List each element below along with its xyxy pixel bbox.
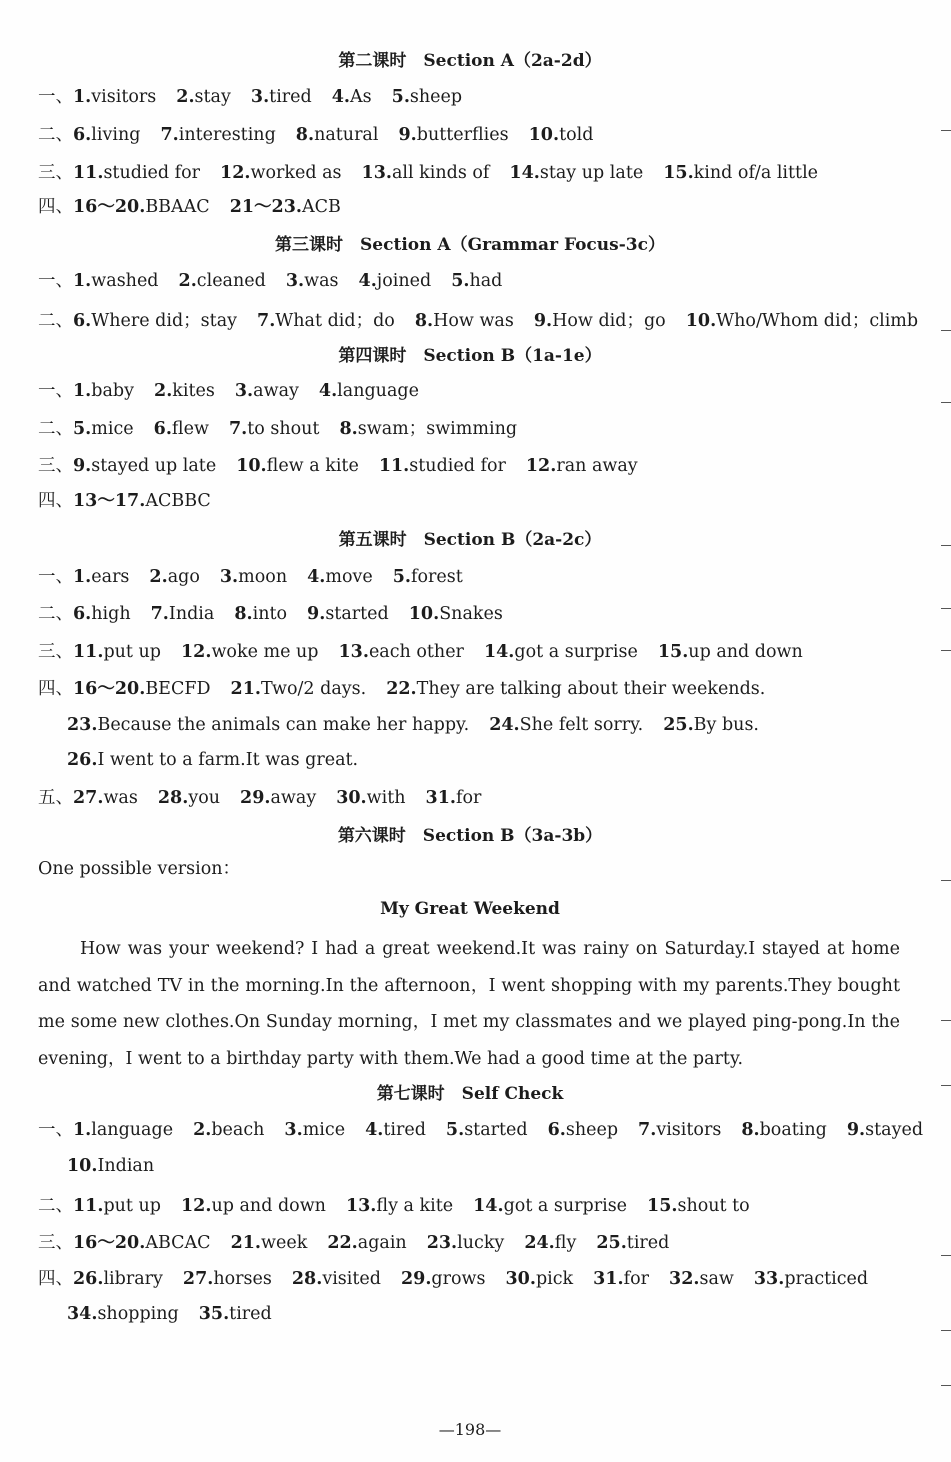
question-number: 33. [753,1269,785,1289]
question-number: 9. [846,1120,866,1140]
answer-row [38,566,463,588]
question-number: 31. [425,788,456,808]
answer-row [38,380,419,402]
answer-text: to shout [247,419,320,439]
part-label: 三、 [38,642,73,662]
question-number: 6. [73,311,92,331]
answer-text: away [253,381,299,401]
question-number: 4. [331,87,351,107]
answer-text: By bus. [693,715,759,735]
question-number: 13. [361,163,392,183]
part-label: 四、 [38,1269,73,1289]
answer-row [38,270,502,292]
answer-text: fly a kite [376,1196,454,1216]
answer-row [38,641,803,663]
question-number: 6. [73,604,92,624]
answer-text: washed [91,271,159,291]
question-number: 8. [414,311,434,331]
question-number: 1. [73,567,92,587]
question-number: 22. [327,1233,358,1253]
edge-mark [941,545,951,546]
edge-mark [941,1330,951,1331]
answer-text: baby [91,381,135,401]
question-number: 26. [67,750,98,770]
question-number: 14. [473,1196,504,1216]
part-label: 二、 [38,125,73,145]
page-number: —198— [438,1420,502,1439]
question-number: 1. [73,381,92,401]
answer-text: up and down [211,1196,326,1216]
question-number: 24. [524,1233,555,1253]
edge-mark [941,650,951,651]
part-label: 二、 [38,419,73,439]
question-number: 1. [73,87,92,107]
part-label: 一、 [38,1120,73,1140]
section-heading: 第二课时 Section A（2a-2d） [338,51,602,71]
question-number: 13. [345,1196,377,1216]
question-number: 27. [182,1269,214,1289]
answer-text: ACBBC [145,491,211,511]
question-number: 21. [230,679,261,699]
essay-title: My Great Weekend [380,899,560,919]
question-number: 16～20. [73,1233,146,1253]
answer-text: studied for [103,163,201,183]
answer-text: mice [302,1120,346,1140]
answer-text: worked as [250,163,342,183]
answer-text: practiced [784,1269,869,1289]
question-number: 12. [220,163,251,183]
answer-text: into [252,604,288,624]
part-label: 四、 [38,679,73,699]
part-label: 四、 [38,197,73,217]
answer-text: was [304,271,339,291]
answer-text: again [357,1233,407,1253]
answer-text: library [103,1269,163,1289]
answer-text: with [366,788,406,808]
answer-text: started [325,604,389,624]
answer-text: kind of/a little [693,163,819,183]
answer-row [38,418,517,440]
section-heading: 第七课时 Self Check [376,1084,564,1104]
edge-mark [941,1085,951,1086]
answer-text: woke me up [211,642,319,662]
question-number: 2. [178,271,197,291]
part-label: 一、 [38,567,73,587]
answer-text: tired [383,1120,426,1140]
edge-mark [941,1385,951,1386]
question-number: 9. [398,125,417,145]
answer-text: living [91,125,141,145]
question-number: 7. [228,419,248,439]
question-number: 23. [67,715,98,735]
question-number: 3. [284,1120,303,1140]
answer-text: swam；swimming [357,419,518,439]
question-number: 32. [669,1269,700,1289]
question-number: 23. [426,1233,458,1253]
question-number: 25. [596,1233,627,1253]
answer-text: ACB [302,197,341,217]
answer-text: pick [535,1269,574,1289]
question-number: 16～20. [73,197,146,217]
edge-mark [941,130,951,131]
answer-text: ABCAC [145,1233,211,1253]
answer-text: ran away [556,456,638,476]
answer-text: had [469,271,503,291]
part-label: 一、 [38,271,73,291]
edge-mark [941,880,951,881]
part-label: 三、 [38,163,73,183]
answer-text: boating [759,1120,827,1140]
question-number: 4. [318,381,338,401]
answer-text: studied for [409,456,506,476]
answer-text: all kinds of [391,163,490,183]
section-heading: 第四课时 Section B（1a-1e） [338,346,602,366]
question-number: 3. [234,381,254,401]
question-number: 16～20. [73,679,146,699]
answer-text: flew [171,419,209,439]
question-number: 11. [73,1196,104,1216]
section-heading: 第六课时 Section B（3a-3b） [337,826,603,846]
answer-text: stayed up late [91,456,217,476]
question-number: 24. [489,715,520,735]
question-number: 5. [391,87,410,107]
answer-row [38,124,593,146]
question-number: 2. [193,1120,212,1140]
question-number: 12. [525,456,557,476]
answer-row [38,1268,868,1290]
answer-text: BBAAC [145,197,210,217]
question-number: 9. [533,311,553,331]
question-number: 12. [181,1196,212,1216]
answer-row [67,714,759,736]
answer-text: India [168,604,215,624]
question-number: 7. [150,604,169,624]
answer-text: sheep [565,1120,619,1140]
question-number: 6. [547,1120,566,1140]
answer-row [38,196,341,218]
answer-text: butterflies [416,125,509,145]
question-number: 2. [154,381,173,401]
question-number: 15. [647,1196,678,1216]
question-number: 6. [73,125,92,145]
answer-text: What did；do [275,311,395,331]
answer-text: each other [368,642,464,662]
answer-row [38,603,503,625]
answer-text: She felt sorry. [519,715,644,735]
answer-text: language [337,381,419,401]
answer-text: sheep [409,87,463,107]
answer-text: ago [167,567,200,587]
answer-text: grows [431,1269,486,1289]
answer-text: put up [103,1196,161,1216]
answer-text: tired [269,87,312,107]
answer-text: stay [194,87,231,107]
answer-text: How was [433,311,514,331]
answer-text: Because the animals can make her happy. [97,715,470,735]
answer-text: week [261,1233,308,1253]
question-number: 31. [593,1269,624,1289]
question-number: 2. [149,567,168,587]
answer-row [38,310,918,332]
answer-text: Two/2 days. [260,679,367,699]
question-number: 15. [657,642,689,662]
question-number: 12. [181,642,212,662]
edge-mark [941,402,951,403]
question-number: 8. [234,604,253,624]
answer-text: up and down [688,642,803,662]
answer-text: told [559,125,594,145]
question-number: 15. [663,163,694,183]
answer-text: move [325,567,373,587]
part-label: 二、 [38,1196,73,1216]
answer-row [38,1119,923,1141]
answer-text: got a surprise [503,1196,628,1216]
answer-text: got a surprise [514,642,638,662]
answer-text: saw [699,1269,734,1289]
answer-row [38,1232,669,1254]
essay-body: How was your weekend? I had a great weekend.It was rainy on Saturday.I stayed at home and watched TV in the morning.In the afternoon，I went shopping with my parents.They bought me some new clothes.On Sunday morning，I met my classmates and we played ping-pong.In the evening，I went to a birthday party with them.We had a good time at the party. [38,939,900,1069]
answer-text: Who/Whom did；climb [716,311,919,331]
answer-text: stayed [865,1120,924,1140]
answer-text: cleaned [196,271,266,291]
answer-text: ears [91,567,130,587]
answer-text: fly [554,1233,577,1253]
question-number: 5. [445,1120,465,1140]
answer-row [38,162,818,184]
answer-row [38,787,481,809]
answer-text: moon [238,567,288,587]
question-number: 13. [338,642,369,662]
edge-mark [941,608,951,609]
answer-text: horses [213,1269,272,1289]
answer-text: BECFD [145,679,211,699]
question-number: 7. [257,311,276,331]
answer-text: was [103,788,138,808]
question-number: 10. [408,604,440,624]
answer-text: you [188,788,221,808]
part-label: 二、 [38,311,73,331]
answer-text: started [464,1120,528,1140]
question-number: 9. [307,604,326,624]
answer-text: How did；go [552,311,666,331]
question-number: 7. [160,125,179,145]
answer-text: tired [626,1233,670,1253]
answer-text: put up [103,642,161,662]
question-number: 35. [198,1304,230,1324]
answer-text: for [456,788,482,808]
question-number: 14. [509,163,540,183]
answer-text: stay up late [539,163,644,183]
answer-row [67,1155,154,1177]
question-number: 22. [386,679,417,699]
question-number: 7. [638,1120,657,1140]
answer-row [67,749,358,771]
part-label: 三、 [38,1233,73,1253]
answer-text: natural [314,125,379,145]
question-number: 9. [73,456,92,476]
answer-row [38,490,211,512]
question-number: 2. [176,87,195,107]
question-number: 21～23. [229,197,303,217]
question-number: 34. [67,1304,98,1324]
question-number: 11. [73,163,104,183]
question-number: 11. [73,642,104,662]
answer-row [38,678,765,700]
edge-mark [941,1020,951,1021]
answer-text: I went to a farm.It was great. [97,750,359,770]
question-number: 30. [336,788,367,808]
answer-row [38,86,462,108]
question-number: 5. [392,567,412,587]
question-number: 10. [528,125,560,145]
question-number: 8. [295,125,315,145]
question-number: 29. [400,1269,432,1289]
answer-text: kites [172,381,215,401]
question-number: 4. [358,271,377,291]
answer-text: shout to [677,1196,750,1216]
answer-text: mice [91,419,134,439]
answer-text: Where did；stay [91,311,238,331]
answer-text: joined [376,271,432,291]
answer-text: Snakes [439,604,503,624]
answer-text: As [350,87,372,107]
part-label: 四、 [38,491,73,511]
answer-text: visitors [91,87,157,107]
question-number: 29. [240,788,271,808]
part-label: 一、 [38,381,73,401]
question-number: 4. [307,567,326,587]
answer-text: interesting [178,125,276,145]
question-number: 10. [236,456,267,476]
edge-mark [941,1255,951,1256]
question-number: 11. [378,456,410,476]
edge-mark [941,330,951,331]
question-number: 3. [219,567,239,587]
answer-text: visited [322,1269,381,1289]
question-number: 8. [339,419,358,439]
answer-text: flew a kite [266,456,359,476]
question-number: 3. [285,271,305,291]
question-number: 1. [73,1120,92,1140]
answer-row [38,455,638,477]
part-label: 二、 [38,604,73,624]
question-number: 1. [73,271,92,291]
question-number: 25. [663,715,694,735]
answer-row [67,1303,272,1325]
section-heading: 第五课时 Section B（2a-2c） [338,530,602,550]
question-number: 3. [250,87,270,107]
question-number: 8. [741,1120,760,1140]
question-number: 14. [483,642,515,662]
answer-text: forest [411,567,463,587]
part-label: 三、 [38,456,73,476]
question-number: 5. [73,419,92,439]
question-number: 10. [685,311,717,331]
answer-text: shopping [97,1304,179,1324]
answer-text: visitors [656,1120,722,1140]
question-number: 6. [153,419,172,439]
answer-text: Indian [97,1156,155,1176]
question-number: 4. [365,1120,384,1140]
part-label: 五、 [38,788,73,808]
writing-intro: One possible version： [38,859,241,879]
question-number: 10. [67,1156,98,1176]
answer-text: high [91,604,131,624]
answer-text: lucky [457,1233,505,1253]
question-number: 27. [73,788,104,808]
question-number: 28. [157,788,189,808]
part-label: 一、 [38,87,73,107]
question-number: 28. [291,1269,323,1289]
answer-text: for [623,1269,650,1289]
question-number: 21. [230,1233,262,1253]
question-number: 30. [505,1269,536,1289]
answer-text: language [91,1120,174,1140]
section-heading: 第三课时 Section A（Grammar Focus-3c） [275,235,665,255]
question-number: 26. [73,1269,104,1289]
question-number: 5. [451,271,470,291]
answer-row [38,1195,750,1217]
answer-text: They are talking about their weekends. [416,679,766,699]
answer-text: tired [229,1304,272,1324]
answer-text: away [270,788,317,808]
answer-text: beach [211,1120,265,1140]
question-number: 13～17. [73,491,146,511]
